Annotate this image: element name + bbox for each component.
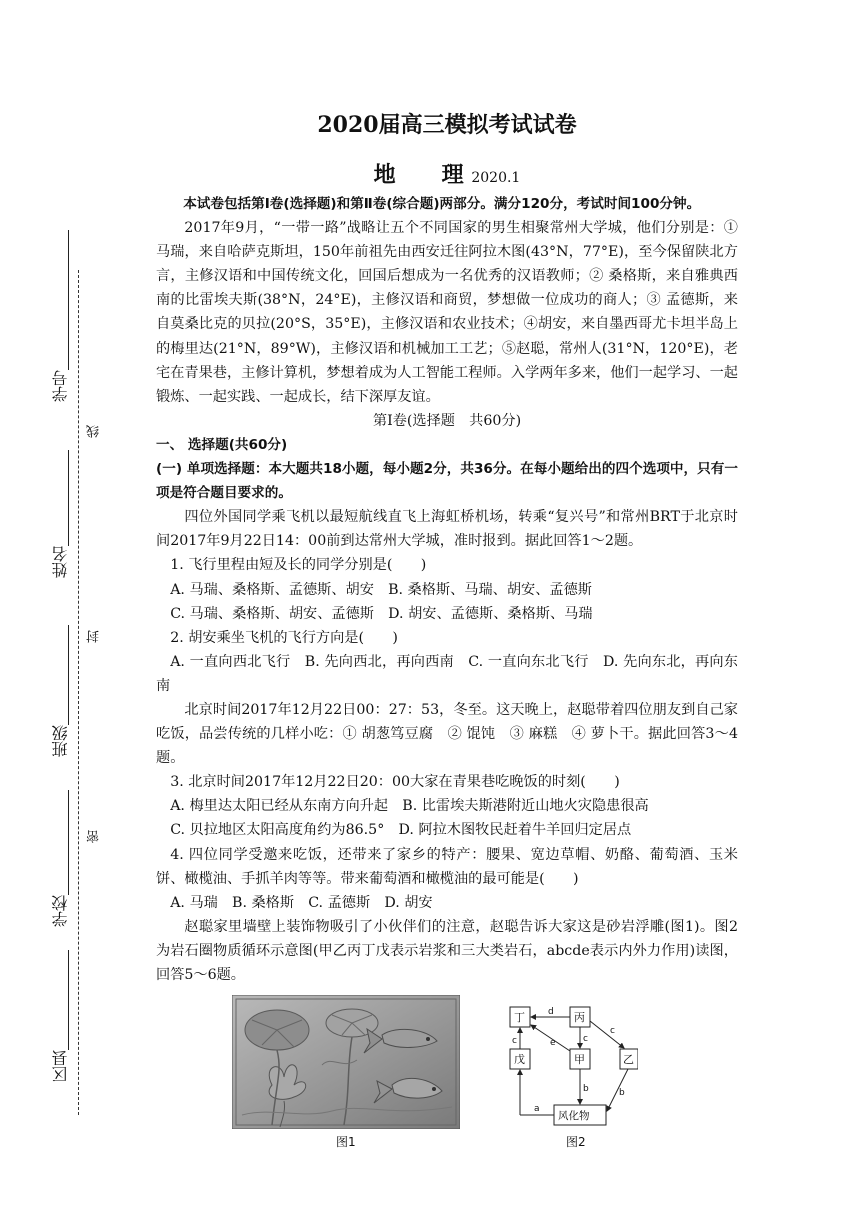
label-bing: 丙	[574, 1011, 585, 1025]
question-3-options-a-b: A. 梅里达太阳已经从东南方向升起 B. 比雷埃夫斯港附近山地火灾隐患很高	[170, 798, 649, 815]
subject-heading	[156, 158, 738, 192]
label-weathered: 风化物	[558, 1110, 590, 1123]
label-yi: 乙	[623, 1053, 634, 1067]
exam-date: 2020.1	[471, 170, 521, 186]
subject-char-2: 理	[441, 162, 464, 188]
edge-a: a	[534, 1104, 540, 1115]
class-underline	[68, 625, 69, 725]
exam-title: 2020届高三模拟考试试卷	[317, 112, 577, 138]
class-label: 班级	[51, 725, 70, 757]
question-2-options: A. 一直向西北飞行 B. 先向西北，再向西南 C. 一直向东北飞行 D. 先向东北，再向东南	[156, 653, 738, 694]
question-2: 2. 胡安乘坐飞机的飞行方向是( )	[170, 629, 398, 646]
part1-title: 第Ⅰ卷(选择题 共60分)	[372, 412, 522, 429]
figure-1-caption: 图1	[336, 1135, 356, 1150]
stem-1-2: 四位外国同学乘飞机以最短航线直飞上海虹桥机场，转乘“复兴号”和常州BRT于北京时间2017年9月22日14：00前到达常州大学城，准时报到。据此回答1～2题。	[156, 509, 738, 550]
figure-2-caption: 图2	[566, 1135, 586, 1150]
binding-margin	[30, 270, 100, 1120]
student-id-field	[52, 230, 68, 430]
class-field	[52, 625, 68, 775]
cut-line	[78, 270, 79, 1115]
student-id-label: 学号	[51, 370, 70, 402]
stem-3-4: 北京时间2017年12月22日00：27：53，冬至。这天晚上，赵聪带着四位朋友到自己家吃饭，品尝传统的几样小吃：① 胡葱笃豆腐 ② 馄饨 ③ 麻糕 ④ 萝卜干。据此回答3～4题。	[156, 701, 738, 767]
edge-b1: b	[583, 1084, 589, 1095]
edge-c2: c	[610, 1026, 615, 1037]
district-underline	[68, 950, 69, 1050]
secret-mark: 密	[87, 830, 102, 843]
story-paragraph: 2017年9月，“一带一路”战略让五个不同国家的男生相聚常州大学城，他们分别是：① 马瑞，来自哈萨克斯坦，150年前祖先由西安迁往阿拉木图(43°N，77°E)，至今保留陕北方言，主修汉语和中国传统文化，回国后想成为一名优秀的汉语教师；② 桑格斯，来自雅典西南的比雷埃夫斯(38°N，24°E)，主修汉语和商贸，梦想做一位成功的商人；③ 孟德斯，来自莫桑比克的贝拉(20°S，35°E)，主修汉语和农业技术；④胡安，来自墨西哥尤卡坦半岛上的梅里达(21°N，89°W)，主修汉语和机械加工工艺；⑤赵聪，常州人(31°N，120°E)，老宅在青果巷，主修计算机，梦想着成为人工智能工程师。入学两年多来，他们一起学习、一起锻炼、一起实践、一起成长，结下深厚友谊。	[156, 220, 738, 405]
question-1: 1. 飞行里程由短及长的同学分别是( )	[170, 557, 427, 574]
stem-5-6: 赵聪家里墙壁上装饰物吸引了小伙伴们的注意，赵聪告诉大家这是砂岩浮雕(图1)。图2为岩石圈物质循环示意图(甲乙丙丁戊表示岩浆和三大类岩石，abcde表示内外力作用)读图，回答5～6题。	[156, 918, 738, 983]
question-4-options: A. 马瑞 B. 桑格斯 C. 孟德斯 D. 胡安	[170, 894, 433, 911]
subject-char-1: 地	[373, 162, 396, 188]
question-3-options-c-d: C. 贝拉地区太阳高度角约为86.5° D. 阿拉木图牧民赶着牛羊回归定居点	[170, 822, 632, 839]
school-field	[52, 790, 68, 940]
school-label: 学校	[51, 895, 70, 927]
label-ding: 丁	[514, 1011, 525, 1025]
student-id-underline	[68, 230, 69, 370]
name-field	[52, 460, 68, 610]
exam-content	[156, 108, 738, 1155]
name-underline	[68, 450, 69, 546]
edge-c1: c	[583, 1034, 588, 1045]
sandstone-relief-image	[232, 995, 460, 1129]
district-label: 区县	[51, 1050, 70, 1082]
name-label: 姓名	[51, 546, 70, 578]
edge-c-left: c	[512, 1036, 517, 1047]
label-jia: 甲	[574, 1053, 585, 1067]
section1-instructions: (一) 单项选择题：本大题共18小题，每小题2分，共36分。在每小题给出的四个选项中，只有一项是符合题目要求的。	[156, 461, 738, 502]
question-4: 4. 四位同学受邀来吃饭，还带来了家乡的特产：腰果、宽边草帽、奶酪、葡萄酒、玉米饼、橄榄油、手抓羊肉等等。带来葡萄酒和橄榄油的最可能是( )	[156, 846, 738, 887]
school-underline	[68, 790, 69, 895]
section1-heading: 一、 选择题(共60分)	[156, 436, 288, 453]
edge-e1: e	[550, 1038, 556, 1049]
figures	[156, 995, 738, 1155]
exam-intro: 本试卷包括第Ⅰ卷(选择题)和第Ⅱ卷(综合题)两部分。满分120分，考试时间100分钟。	[183, 196, 701, 212]
label-wu: 戊	[514, 1053, 525, 1067]
edge-d: d	[548, 1007, 554, 1018]
question-3: 3. 北京时间2017年12月22日20：00大家在青果巷吃晚饭的时刻( )	[170, 774, 620, 791]
edge-b2: b	[619, 1088, 625, 1099]
seal-mark: 封	[87, 630, 102, 643]
district-field	[52, 950, 68, 1100]
question-1-options-c-d: C. 马瑞、桑格斯、胡安、孟德斯 D. 胡安、孟德斯、桑格斯、马瑞	[170, 605, 593, 622]
line-mark: 线	[87, 425, 102, 438]
rock-cycle-diagram	[506, 1003, 638, 1135]
question-1-options-a-b: A. 马瑞、桑格斯、孟德斯、胡安 B. 桑格斯、马瑞、胡安、孟德斯	[170, 581, 592, 598]
